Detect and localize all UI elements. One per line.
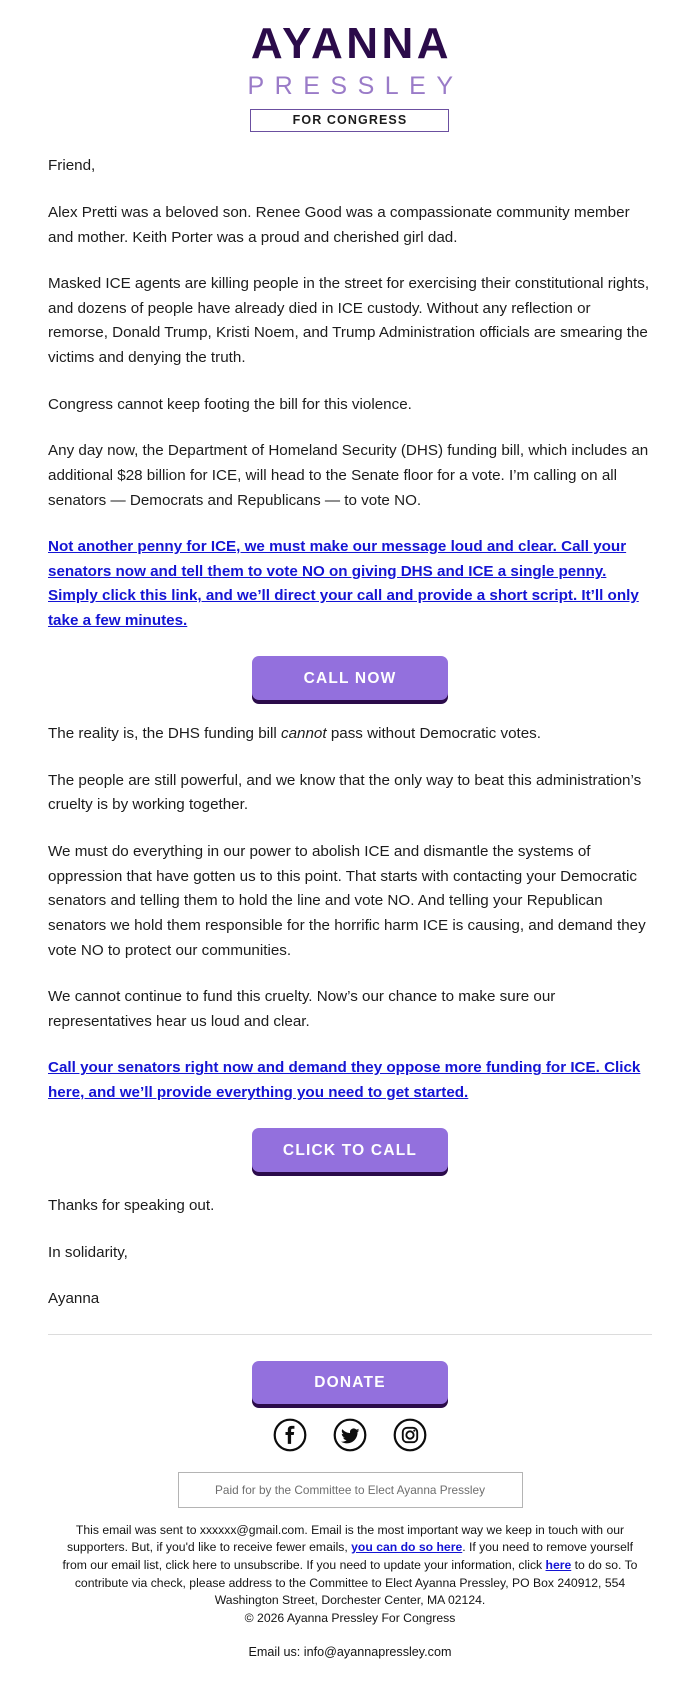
email-header (0, 0, 700, 144)
email-us: Email us: info@ayannapressley.com (248, 1644, 452, 1659)
paragraph-democratic-votes-emphasis: cannot (280, 725, 327, 743)
twitter-icon[interactable] (333, 1418, 367, 1452)
paragraph-people-powerful: The people are still powerful, and we know that the only way to beat this administration’s cruelty is by working together. (48, 771, 642, 814)
logo-first-name: AYANNA (250, 19, 453, 68)
donate-button-row (20, 1361, 680, 1404)
call-now-button-row (48, 656, 652, 701)
paragraph-democratic-votes-post: pass without Democratic votes. (326, 725, 541, 743)
facebook-icon[interactable] (273, 1418, 307, 1452)
reduce-emails-link[interactable]: you can do so here (351, 1540, 463, 1555)
fine-print (62, 1522, 638, 1628)
call-now-button[interactable]: CALL NOW (252, 656, 448, 701)
fine-print-part-1: This email was sent to xxxxxx@gmail.com. Email is the most important way we keep in touch with our supporters. But, if you'd like to receive fewer emails, (67, 1522, 625, 1555)
closing-thanks: Thanks for speaking out. (48, 1197, 215, 1215)
paragraph-ice-violence: Masked ICE agents are killing people in the street for exercising their constitutional rights, and dozens of people have already died in ICE custody. Without any reflection or remorse, Donald Trump, Kristi Noem, and Trump Administration officials are smearing the victims and denying the truth. (48, 275, 650, 366)
click-to-call-button-row (48, 1128, 652, 1173)
call-senators-link-2[interactable]: Call your senators right now and demand they oppose more funding for ICE. Click here, and we’ll provide everything you need to get started. (48, 1059, 641, 1101)
campaign-logo[interactable] (236, 19, 464, 132)
copyright: © 2026 Ayanna Pressley For Congress (244, 1610, 456, 1625)
logo-last-name: PRESSLEY (247, 72, 464, 100)
instagram-icon[interactable] (393, 1418, 427, 1452)
paragraph-dhs-funding: Any day now, the Department of Homeland Security (DHS) funding bill, which includes an additional $28 billion for ICE, will head to the Senate floor for a vote. I’m calling on all senators — Democrats and Republicans — to vote NO. (48, 442, 649, 509)
paragraph-congress-bill: Congress cannot keep footing the bill for this violence. (48, 395, 412, 413)
call-senators-link[interactable]: Not another penny for ICE, we must make our message loud and clear. Call your senators now and tell them to vote NO on giving DHS and ICE a single penny. Simply click this link, and we’ll direct your call and provide a short script. It’ll only take a few minutes. (48, 538, 639, 629)
email-content (0, 144, 700, 1312)
update-info-link[interactable]: here (545, 1557, 572, 1572)
social-links (20, 1418, 680, 1452)
logo-tagline: FOR CONGRESS (250, 109, 449, 132)
closing-solidarity: In solidarity, (48, 1243, 128, 1261)
donate-button[interactable]: DONATE (252, 1361, 448, 1404)
paragraph-democratic-votes (48, 722, 652, 747)
fine-print-part-3: to do so. To contribute via check, please address to the Committee to Elect Ayanna Pressley, PO Box 240912, 554 Washington Street, Dorchester Center, MA 02124. (74, 1557, 638, 1608)
paragraph-victims: Alex Pretti was a beloved son. Renee Good was a compassionate community member and mother. Keith Porter was a proud and cherished girl dad. (48, 203, 630, 246)
paragraph-abolish-ice: We must do everything in our power to abolish ICE and dismantle the systems of oppression that have gotten us to this point. That starts with contacting your Democratic senators and telling them to hold the line and vote NO. And telling your Republican senators we hold them responsible for the horrific harm ICE is causing, and demand they vote NO to protect our communities. (48, 843, 646, 959)
click-to-call-button[interactable]: CLICK TO CALL (252, 1128, 448, 1173)
fine-print-part-2: . If you need to remove yourself from our email list, click here to unsubscribe. If you need to update your information, click (62, 1540, 633, 1572)
email-footer (0, 1335, 700, 1691)
paid-for-notice: Paid for by the Committee to Elect Ayanna Pressley (178, 1472, 523, 1508)
salutation: Friend, (48, 157, 96, 175)
paragraph-democratic-votes-pre: The reality is, the DHS funding bill (48, 725, 281, 743)
paragraph-cannot-fund: We cannot continue to fund this cruelty. Now’s our chance to make sure our representatives hear us loud and clear. (48, 988, 556, 1030)
closing-signature: Ayanna (48, 1290, 100, 1308)
